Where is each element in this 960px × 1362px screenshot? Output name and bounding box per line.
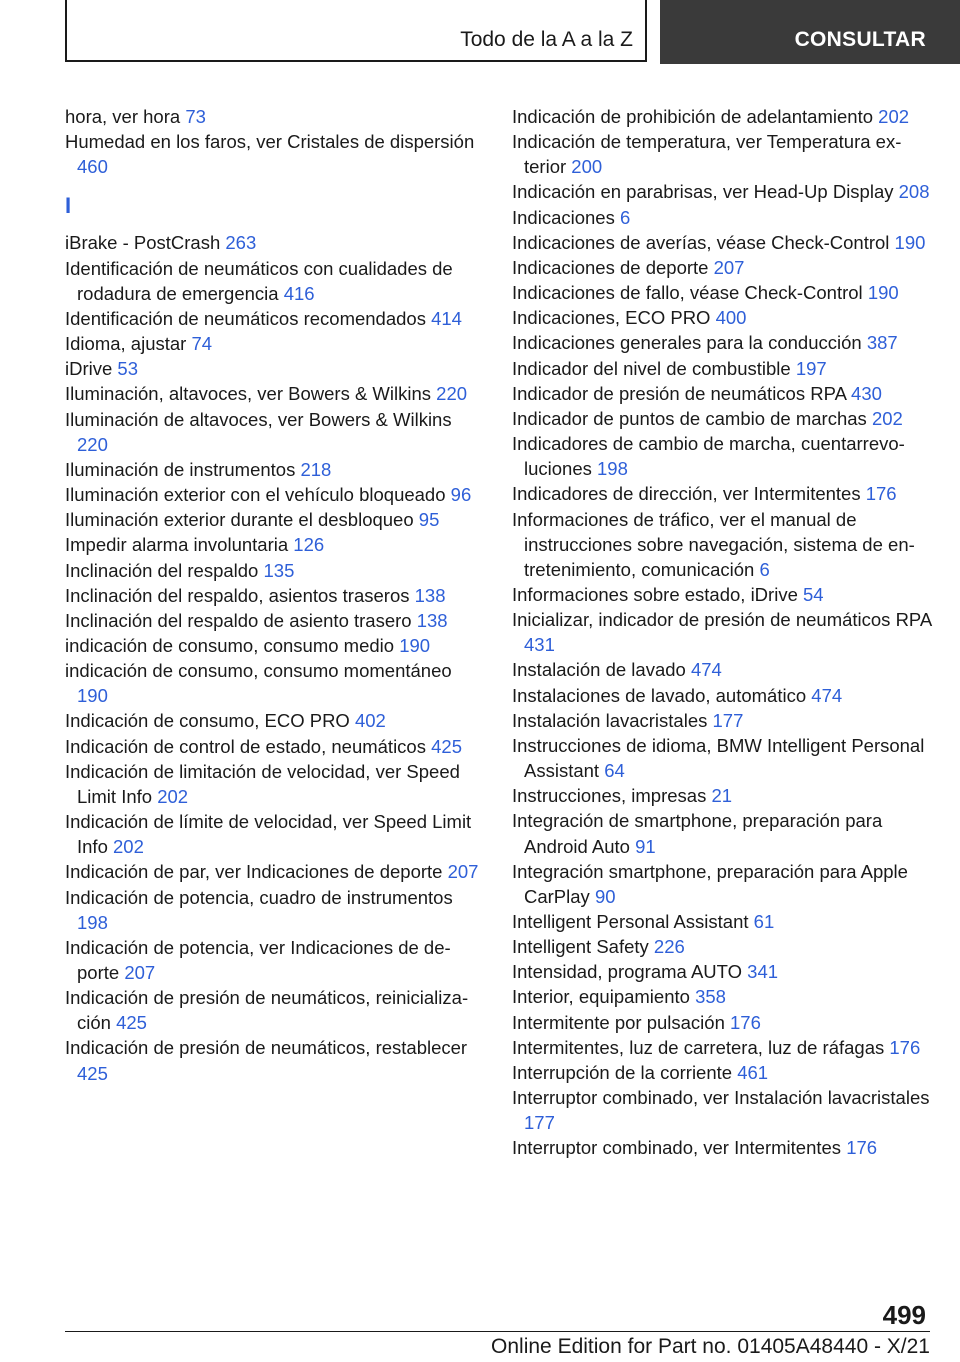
page-reference-link[interactable]: 387 <box>866 332 898 354</box>
index-entry-text: Indicación de consumo, ECO PRO <box>65 710 355 732</box>
index-entry <box>512 230 932 255</box>
page-reference-link[interactable]: 190 <box>77 685 108 707</box>
index-entry-text: Inicializar, indicador de presión de neumáticos RPA <box>512 609 932 631</box>
index-entry <box>512 129 932 179</box>
index-entry-text: Interruptor combinado, ver Intermitentes <box>512 1137 847 1159</box>
index-entry-text: Integración de smartphone, preparación para Android Auto <box>512 810 883 857</box>
index-entry <box>65 1035 480 1085</box>
page-reference-link[interactable]: 176 <box>889 1036 921 1058</box>
index-entry-text: Instrucciones, impresas <box>512 785 712 807</box>
page-reference-link[interactable]: 177 <box>524 1112 555 1134</box>
index-entry <box>65 658 480 708</box>
index-entry <box>65 457 480 482</box>
index-entry-text: hora, ver hora <box>65 106 186 127</box>
index-entry <box>65 809 480 859</box>
index-entry-text: Indicaciones <box>512 206 620 228</box>
index-entry-text: Iluminación, altavoces, ver Bowers & Wilkins <box>65 383 437 405</box>
page-reference-link[interactable]: 202 <box>871 407 903 429</box>
index-entry <box>512 305 932 330</box>
index-entry-text: indicación de consumo, consumo medio <box>65 634 400 656</box>
section-tab-label: Todo de la A a la Z <box>460 28 633 51</box>
index-entry-text: Interruptor combinado, ver Instalación lavacristales <box>512 1087 930 1109</box>
index-entry <box>65 885 480 935</box>
index-entry <box>512 1010 932 1035</box>
page-reference-link[interactable]: 220 <box>77 433 108 455</box>
page-reference-link[interactable]: 135 <box>263 559 295 581</box>
index-entry-text: indicación de consumo, consumo momentáneo <box>65 660 452 682</box>
page-reference-link[interactable]: 198 <box>597 458 628 480</box>
section-tab[interactable] <box>65 0 647 62</box>
index-entry <box>512 381 932 406</box>
index-entry <box>512 481 932 506</box>
chapter-tab[interactable] <box>660 0 960 64</box>
index-entry-text: Indicación en parabrisas, ver Head-Up Display <box>512 181 899 203</box>
page-reference-link[interactable]: 90 <box>594 885 616 907</box>
index-entry <box>65 104 480 129</box>
index-entry <box>512 657 932 682</box>
page-reference-link[interactable]: 425 <box>77 1062 108 1084</box>
page-reference-link[interactable]: 61 <box>753 911 775 932</box>
page-reference-link[interactable]: 207 <box>713 256 745 278</box>
index-entry <box>65 230 480 255</box>
index-entry <box>65 558 480 583</box>
page-reference-link[interactable]: 226 <box>653 936 685 958</box>
page-reference-link[interactable]: 21 <box>711 785 733 807</box>
index-entry <box>65 608 480 633</box>
page-reference-link[interactable]: 425 <box>116 1012 147 1034</box>
index-group-h <box>65 104 480 179</box>
index-entry-text: Intermitente por pulsación <box>512 1011 731 1033</box>
index-entry <box>65 356 480 381</box>
index-entry-text: Idioma, ajustar <box>65 333 192 355</box>
index-entry-text: Indicación de presión de neumáticos, restablecer <box>65 1037 468 1059</box>
index-entry-text: Interrupción de la corriente <box>512 1061 738 1083</box>
index-entry-text: Indicaciones de deporte <box>512 256 714 278</box>
index-entry <box>65 859 480 884</box>
index-entry-text: Indicación de limitación de velocidad, ver Speed Limit Info <box>65 760 460 807</box>
index-entry-text: Inclinación del respaldo, asientos traseros <box>65 584 415 606</box>
index-entry <box>512 808 932 858</box>
index-entry <box>512 934 932 959</box>
index-entry-text: Indicadores de cambio de marcha, cuentarrevoluciones <box>512 433 905 480</box>
page-reference-link[interactable]: 208 <box>898 181 930 203</box>
page-reference-link[interactable]: 96 <box>450 484 472 506</box>
page-reference-link[interactable]: 126 <box>293 534 325 556</box>
page-reference-link[interactable]: 402 <box>354 710 386 732</box>
page-reference-link[interactable]: 474 <box>811 684 843 706</box>
index-entry-text: Identificación de neumáticos recomendados <box>65 307 432 329</box>
page-reference-link[interactable]: 64 <box>604 760 625 782</box>
page-reference-link[interactable]: 197 <box>795 357 827 379</box>
index-entry-text: Instalación lavacristales <box>512 709 713 731</box>
index-entry <box>65 935 480 985</box>
index-entry-text: Indicación de límite de velocidad, ver Speed Limit Info <box>65 811 472 858</box>
page-reference-link[interactable]: 461 <box>737 1061 769 1083</box>
index-entry-text: Indicación de temperatura, ver Temperatura exterior <box>512 131 902 178</box>
section-letter: I <box>65 193 72 219</box>
index-entry <box>512 356 932 381</box>
index-entry-text: Impedir alarma involuntaria <box>65 534 294 556</box>
page-reference-link[interactable]: 400 <box>715 307 747 329</box>
index-entry <box>512 1035 932 1060</box>
footer-divider <box>65 1331 930 1332</box>
index-entry <box>512 1085 932 1135</box>
index-entry-text: Iluminación exterior durante el desbloqueo <box>65 509 419 531</box>
page-reference-link[interactable]: 202 <box>157 785 189 807</box>
index-entry-text: Indicación de presión de neumáticos, reinicialización <box>65 987 469 1034</box>
index-entry <box>512 783 932 808</box>
index-entry <box>512 1135 932 1160</box>
index-entry-text: Indicación de prohibición de adelantamiento <box>512 106 879 127</box>
page-reference-link[interactable]: 425 <box>431 735 462 757</box>
index-entry <box>512 582 932 607</box>
page-reference-link[interactable]: 54 <box>803 583 824 605</box>
index-entry <box>65 256 480 306</box>
page-reference-link[interactable]: 6 <box>619 206 631 228</box>
index-entry <box>512 607 932 657</box>
index-entry-text: Instrucciones de idioma, BMW Intelligent Personal Assistant <box>512 734 925 782</box>
page-reference-link[interactable]: 341 <box>747 961 779 983</box>
index-entry <box>65 633 480 658</box>
index-entry-text: Humedad en los faros, ver Cristales de dispersión <box>65 131 475 153</box>
index-entry-text: Intelligent Safety <box>512 936 654 958</box>
index-entry-text: Intensidad, programa AUTO <box>512 961 748 983</box>
page-reference-link[interactable]: 190 <box>867 282 899 304</box>
index-entry <box>65 532 480 557</box>
index-entry <box>65 407 480 457</box>
index-entry-text: Iluminación de altavoces, ver Bowers & Wilkins <box>65 408 452 430</box>
index-entry <box>65 482 480 507</box>
page-reference-link[interactable]: 6 <box>759 558 770 580</box>
page-reference-link[interactable]: 430 <box>851 382 882 404</box>
index-entry-text: iDrive <box>65 358 118 380</box>
index-entry-text: Indicador de presión de neumáticos RPA <box>512 382 852 404</box>
index-entry-text: Inclinación del respaldo de asiento trasero <box>65 609 417 631</box>
page-reference-link[interactable]: 263 <box>225 232 257 254</box>
index-entry <box>512 507 932 582</box>
page-reference-link[interactable]: 414 <box>431 307 462 329</box>
page-reference-link[interactable]: 416 <box>283 282 315 304</box>
page-reference-link[interactable]: 95 <box>418 509 440 531</box>
footer-edition: Online Edition for Part no. 01405A48440 - X/21 <box>491 1335 930 1358</box>
index-entry <box>65 306 480 331</box>
page-reference-link[interactable]: 220 <box>436 383 468 405</box>
index-entry <box>512 431 932 481</box>
page-reference-link[interactable]: 358 <box>695 986 726 1008</box>
index-entry-text: Iluminación exterior con el vehículo bloqueado <box>65 484 451 506</box>
index-entry <box>65 759 480 809</box>
index-entry <box>512 1060 932 1085</box>
page-reference-link[interactable]: 53 <box>117 358 138 380</box>
index-entry-text: Indicaciones, ECO PRO <box>512 307 716 329</box>
index-entry <box>65 708 480 733</box>
page-reference-link[interactable]: 177 <box>712 709 744 731</box>
index-entry <box>65 507 480 532</box>
index-entry <box>65 129 480 179</box>
index-entry-text: Indicador de puntos de cambio de marchas <box>512 407 872 429</box>
page-reference-link[interactable]: 200 <box>571 156 603 178</box>
index-entry <box>512 859 932 909</box>
page-reference-link[interactable]: 176 <box>865 483 897 505</box>
chapter-tab-label: CONSULTAR <box>794 28 926 51</box>
page-reference-link[interactable]: 202 <box>113 836 144 858</box>
index-entry <box>512 683 932 708</box>
index-entry-text: Indicación de potencia, cuadro de instrumentos <box>65 886 453 908</box>
index-entry <box>512 179 932 204</box>
index-entry <box>65 985 480 1035</box>
index-entry <box>65 734 480 759</box>
index-entry-text: iBrake - PostCrash <box>65 232 226 254</box>
index-entry-text: Indicador del nivel de combustible <box>512 357 796 379</box>
page-reference-link[interactable]: 474 <box>690 659 722 681</box>
index-entry-text: Indicaciones generales para la conducción <box>512 332 867 354</box>
index-entry <box>65 583 480 608</box>
index-entry-text: Indicación de control de estado, neumáticos <box>65 735 432 757</box>
index-entry-text: Intelligent Personal Assistant <box>512 911 754 932</box>
index-entry-text: Informaciones sobre estado, iDrive <box>512 583 803 605</box>
index-entry-text: Informaciones de tráfico, ver el manual de instrucciones sobre navegación, sistema de entretenimiento, comunicación <box>512 508 915 580</box>
page-reference-link[interactable]: 460 <box>77 156 108 178</box>
index-column-left <box>65 104 480 1086</box>
page-reference-link[interactable]: 190 <box>894 231 926 253</box>
page-reference-link[interactable]: 138 <box>414 584 446 606</box>
index-group-i-continued <box>512 104 932 1161</box>
page-reference-link[interactable]: 431 <box>524 634 555 656</box>
index-entry-text: Indicaciones de fallo, véase Check-Control <box>512 282 868 304</box>
index-entry-text: Inclinación del respaldo <box>65 559 264 581</box>
index-entry <box>512 733 932 783</box>
page-reference-link[interactable]: 207 <box>124 962 156 983</box>
page-reference-link[interactable]: 202 <box>878 106 910 127</box>
index-entry-text: Indicadores de dirección, ver Intermitentes <box>512 483 866 505</box>
index-entry <box>512 280 932 305</box>
page-reference-link[interactable]: 73 <box>185 106 206 127</box>
index-entry <box>512 406 932 431</box>
page-reference-link[interactable]: 91 <box>635 835 656 857</box>
page-reference-link[interactable]: 198 <box>77 911 108 933</box>
page-reference-link[interactable]: 190 <box>399 634 431 656</box>
index-entry <box>65 331 480 356</box>
index-entry <box>512 104 932 129</box>
index-entry <box>512 255 932 280</box>
index-entry-text: Iluminación de instrumentos <box>65 458 301 480</box>
index-entry <box>512 959 932 984</box>
page-reference-link[interactable]: 74 <box>191 333 213 355</box>
index-entry-text: Instalaciones de lavado, automático <box>512 684 812 706</box>
page-reference-link[interactable]: 176 <box>846 1137 878 1159</box>
page-reference-link[interactable]: 207 <box>447 861 479 883</box>
index-entry-text: Integración smartphone, preparación para Apple CarPlay <box>512 860 908 907</box>
index-entry <box>512 205 932 230</box>
page-reference-link[interactable]: 176 <box>730 1011 761 1033</box>
index-entry-text: Instalación de lavado <box>512 659 691 681</box>
page-number: 499 <box>882 1300 926 1330</box>
index-entry-text: Indicación de potencia, ver Indicaciones de deporte <box>65 936 451 983</box>
index-entry <box>512 330 932 355</box>
index-entry-text: Indicación de par, ver Indicaciones de deporte <box>65 861 448 883</box>
index-group-i <box>65 230 480 1085</box>
index-entry-text: Identificación de neumáticos con cualidades de rodadura de emergencia <box>65 257 453 304</box>
index-entry-text: Interior, equipamiento <box>512 986 696 1008</box>
index-entry-text: Intermitentes, luz de carretera, luz de ráfagas <box>512 1036 890 1058</box>
index-entry <box>512 984 932 1009</box>
index-column-right <box>512 104 932 1161</box>
index-entry <box>512 909 932 934</box>
page-reference-link[interactable]: 138 <box>416 609 448 631</box>
index-entry <box>65 381 480 406</box>
index-entry <box>512 708 932 733</box>
page-reference-link[interactable]: 218 <box>300 458 332 480</box>
index-entry-text: Indicaciones de averías, véase Check-Control <box>512 231 895 253</box>
